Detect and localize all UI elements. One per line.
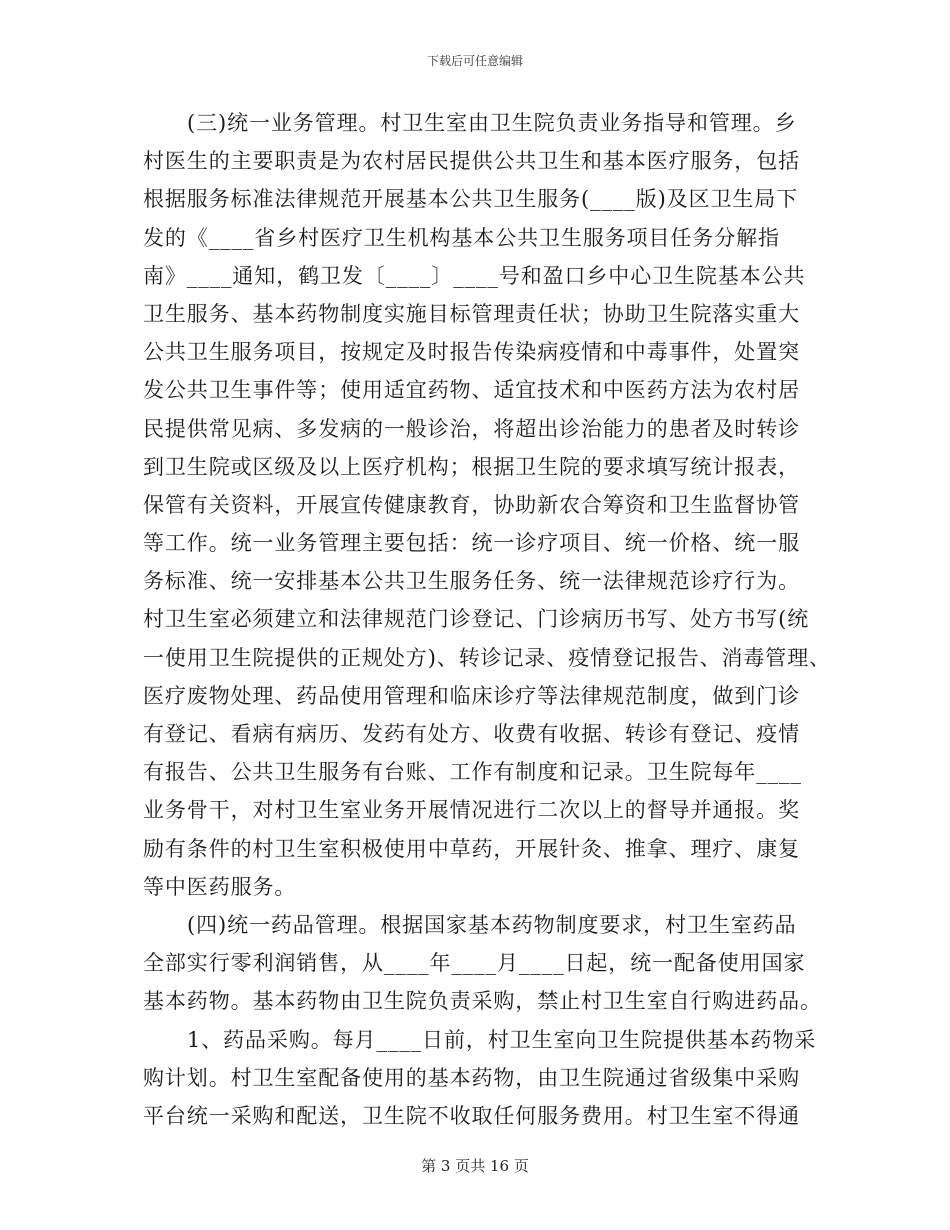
text-line: 发的《____省乡村医疗卫生机构基本公共卫生服务项目任务分解指 (143, 225, 780, 250)
text-line: 南》____通知，鹤卫发〔____〕____号和盈口乡中心卫生院基本公共 (143, 263, 806, 288)
text-line: 等工作。统一业务管理主要包括：统一诊疗项目、统一价格、统一服 (143, 531, 800, 556)
text-line: 全部实行零利润销售，从____年____月____日起，统一配备使用国家 (143, 951, 806, 976)
document-body (143, 104, 831, 1135)
text-line: 发公共卫生事件等；使用适宜药物、适宜技术和中医药方法为农村居 (143, 378, 800, 403)
paragraph (143, 906, 823, 1021)
page-header: 下载后可任意编辑 (426, 54, 523, 68)
text-line: 一使用卫生院提供的正规处方)、转诊记录、疫情登记报告、消毒管理、 (143, 645, 831, 670)
text-line: 到卫生院或区级及以上医疗机构；根据卫生院的要求填写统计报表， (143, 454, 800, 479)
text-line: 基本药物。基本药物由卫生院负责采购，禁止村卫生室自行购进药品。 (143, 989, 822, 1014)
text-line: (三)统一业务管理。村卫生室由卫生院负责业务指导和管理。乡 (187, 111, 797, 135)
text-line: 1、药品采购。每月____日前，村卫生室向卫生院提供基本药物采 (187, 1027, 817, 1052)
text-line: 公共卫生服务项目，按规定及时报告传染病疫情和中毒事件，处置突 (143, 340, 800, 365)
text-line: 保管有关资料，开展宣传健康教育，协助新农合筹资和卫生监督协管 (143, 492, 800, 517)
text-line: 村卫生室必须建立和法律规范门诊登记、门诊病历书写、处方书写(统 (143, 607, 810, 632)
text-line: 励有条件的村卫生室积极使用中草药，开展针灸、推拿、理疗、康复 (143, 836, 800, 861)
paragraph (143, 104, 831, 906)
text-line: 业务骨干，对村卫生室业务开展情况进行二次以上的督导并通报。奖 (143, 798, 800, 823)
text-line: 村医生的主要职责是为农村居民提供公共卫生和基本医疗服务，包括 (143, 149, 800, 174)
text-line: 卫生服务、基本药物制度实施目标管理责任状；协助卫生院落实重大 (143, 301, 800, 326)
page-footer: 第 3 页共 16 页 (421, 1157, 529, 1175)
paragraph (143, 1021, 823, 1136)
text-line: 根据服务标准法律规范开展基本公共卫生服务(____版)及区卫生局下 (143, 187, 799, 212)
text-line: (四)统一药品管理。根据国家基本药物制度要求，村卫生室药品 (187, 912, 797, 937)
text-line: 有登记、看病有病历、发药有处方、收费有收据、转诊有登记、疫情 (143, 722, 800, 746)
text-line: 民提供常见病、多发病的一般诊治，将超出诊治能力的患者及时转诊 (143, 416, 800, 441)
text-line: 医疗废物处理、药品使用管理和临床诊疗等法律规范制度，做到门诊 (143, 683, 800, 708)
text-line: 购计划。村卫生室配备使用的基本药物，由卫生院通过省级集中采购 (143, 1065, 800, 1090)
text-line: 平台统一采购和配送，卫生院不收取任何服务费用。村卫生室不得通 (143, 1103, 800, 1128)
text-line: 务标准、统一安排基本公共卫生服务任务、统一法律规范诊疗行为。 (143, 569, 800, 594)
text-line: 等中医药服务。 (143, 874, 297, 899)
text-line: 有报告、公共卫生服务有台账、工作有制度和记录。卫生院每年____ (143, 760, 802, 785)
